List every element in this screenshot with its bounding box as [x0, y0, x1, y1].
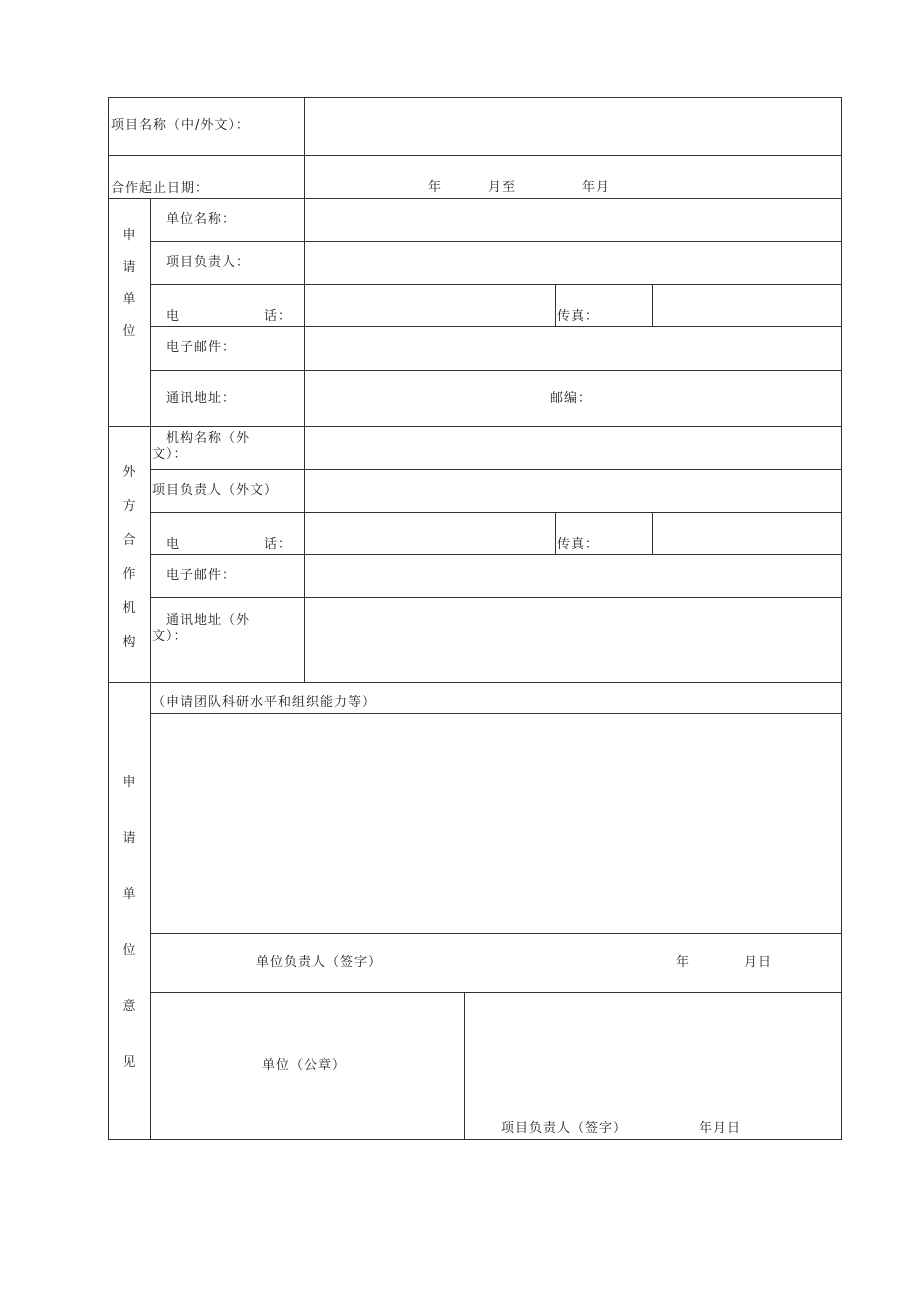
col-side-opinion: [150, 682, 151, 1140]
unit-seal-label: 单位（公章）: [262, 1058, 347, 1073]
project-lead-sign-label: 项目负责人（签字）: [501, 1121, 628, 1136]
applicant-fax-label: 传真：: [557, 309, 600, 324]
rule-after-applicant: [108, 426, 842, 427]
project-name-label: 项目名称（中/外文）：: [111, 118, 250, 133]
col-label-applicant: [304, 198, 305, 426]
foreign-org-name-label: 机构名称（外文）：: [152, 431, 251, 462]
rule-foreign-2: [150, 512, 842, 513]
border-bottom: [108, 1139, 842, 1140]
foreign-email-label: 电子邮件：: [166, 568, 237, 583]
applicant-side-label: 申 请 单 位: [122, 228, 136, 339]
col-fax-right-applicant: [652, 284, 653, 326]
cooperation-dates-label: 合作起止日期：: [111, 181, 210, 196]
col-seal-divider: [464, 992, 465, 1140]
unit-head-date-monthday: 月日: [744, 955, 773, 970]
col-fax-left-applicant: [555, 284, 556, 326]
applicant-address-label: 通讯地址：: [166, 391, 237, 406]
rule-applicant-3: [150, 326, 842, 327]
border-top: [108, 97, 842, 98]
applicant-phone-label-b: 话：: [264, 309, 293, 324]
foreign-address-label: 通讯地址（外文）：: [152, 613, 251, 644]
project-lead-date: 年月日: [699, 1121, 742, 1136]
date-month-to: 月至: [488, 180, 517, 195]
unit-head-sign-label: 单位负责人（签字）: [256, 955, 383, 970]
opinion-hint: （申请团队科研水平和组织能力等）: [152, 695, 377, 710]
rule-after-dates: [108, 198, 842, 199]
col-side-foreign: [150, 426, 151, 682]
col-side-applicant: [150, 198, 151, 426]
rule-opinion-hint: [150, 713, 842, 714]
applicant-phone-label-a: 电: [166, 309, 181, 324]
rule-opinion-sign: [150, 992, 842, 993]
rule-applicant-4: [150, 370, 842, 371]
date-year-month: 年月: [582, 180, 611, 195]
rule-applicant-2: [150, 284, 842, 285]
foreign-phone-label-a: 电: [166, 537, 181, 552]
rule-foreign-1: [150, 469, 842, 470]
rule-foreign-3: [150, 554, 842, 555]
col-fax-right-foreign: [652, 512, 653, 554]
rule-opinion-body: [150, 933, 842, 934]
border-right: [841, 97, 842, 1140]
foreign-phone-label-b: 话：: [264, 537, 293, 552]
opinion-side-label: 申 请 单 位 意 见: [122, 775, 136, 1070]
rule-foreign-4: [150, 597, 842, 598]
applicant-email-label: 电子邮件：: [166, 340, 237, 355]
date-year: 年: [428, 180, 443, 195]
col-divider-top: [304, 97, 305, 198]
col-label-foreign: [304, 426, 305, 682]
rule-after-project-name: [108, 155, 842, 156]
foreign-fax-label: 传真：: [557, 537, 600, 552]
applicant-leader-label: 项目负责人：: [166, 255, 251, 270]
foreign-leader-label: 项目负责人（外文）: [152, 483, 279, 498]
applicant-org-name-label: 单位名称：: [166, 212, 237, 227]
applicant-postcode-label: 邮编：: [550, 391, 593, 406]
unit-head-date-year: 年: [676, 955, 691, 970]
col-fax-left-foreign: [555, 512, 556, 554]
application-form-table: [108, 97, 842, 1140]
foreign-side-label: 外 方 合 作 机 构: [122, 465, 136, 650]
rule-applicant-1: [150, 241, 842, 242]
rule-after-foreign: [108, 682, 842, 683]
